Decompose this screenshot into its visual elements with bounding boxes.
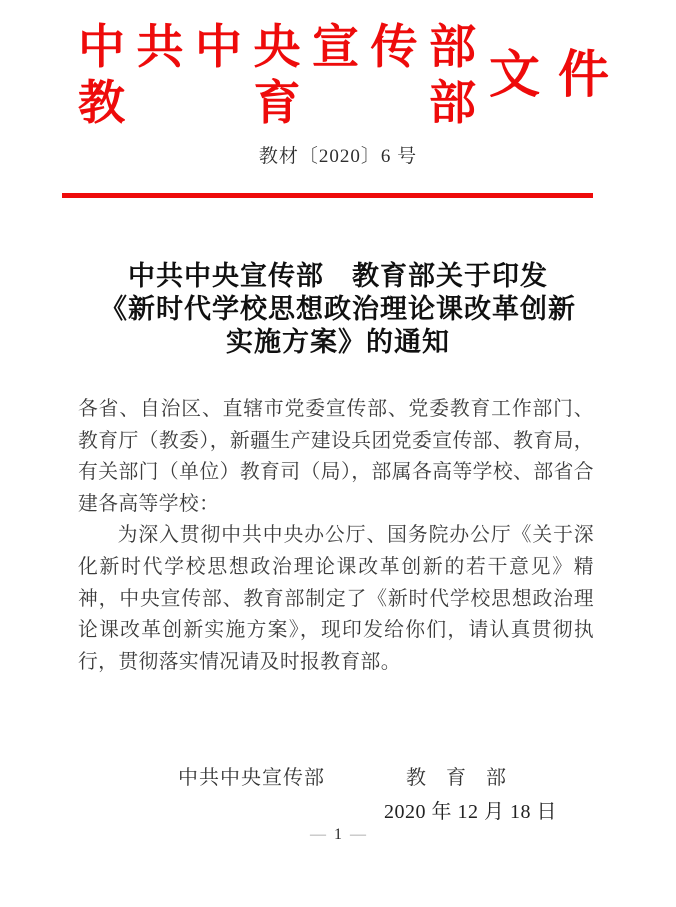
document-number: 教材〔2020〕6 号 [258, 146, 418, 167]
recipients-paragraph: 各省、自治区、直辖市党委宣传部、党委教育工作部门、教育厅（教委），新疆生产建设兵团党委宣传部、教育局，有关部门（单位）教育司（局），部属各高等学校、部省合建各高等学校： [78, 398, 594, 515]
body-paragraph: 为深入贯彻中共中央办公厅、国务院办公厅《关于深化新时代学校思想政治理论课改革创新的若干意见》精神，中央宣传部、教育部制定了《新时代学校思想政治理论课改革创新实施方案》，现印发给你们，请认真贯彻执行，贯彻落实情况请及时报教育部。 [78, 524, 594, 673]
document-word-char: 件 [557, 48, 609, 104]
document-body [78, 394, 594, 678]
page-number-value: 1 [334, 826, 342, 843]
issuer-line-1 [78, 20, 476, 76]
issuer-char: 部 [429, 78, 476, 130]
page-number [0, 826, 676, 844]
issuer-char: 育 [253, 78, 301, 130]
title-line: 《新时代学校思想政治理论课改革创新 [100, 294, 576, 324]
title-line: 中共中央宣传部 教育部关于印发 [128, 261, 548, 291]
issuer-char: 教 [78, 78, 125, 130]
page-number-dash: — [310, 826, 326, 843]
signature-date: 2020 年 12 月 18 日 [384, 801, 557, 823]
page-number-dash: — [350, 826, 366, 843]
issuer-line-2 [78, 76, 476, 132]
issuer-char: 中 [195, 22, 242, 74]
signature-org-2: 教 育 部 [406, 767, 506, 789]
signature-org-1: 中共中央宣传部 [178, 767, 325, 789]
letterhead [78, 20, 609, 132]
issuer-char: 共 [136, 22, 184, 74]
issuer-names [78, 20, 476, 132]
issuer-char: 部 [429, 22, 476, 74]
document-title [0, 260, 676, 359]
issuer-char: 中 [78, 22, 125, 74]
issuer-char: 宣 [312, 22, 359, 74]
signature-block [0, 761, 676, 787]
red-divider [62, 193, 593, 198]
document-word-char: 文 [488, 48, 540, 104]
issuer-char: 传 [370, 22, 418, 74]
issuer-char: 央 [253, 22, 301, 74]
document-word [489, 48, 609, 104]
title-line: 实施方案》的通知 [226, 327, 450, 357]
